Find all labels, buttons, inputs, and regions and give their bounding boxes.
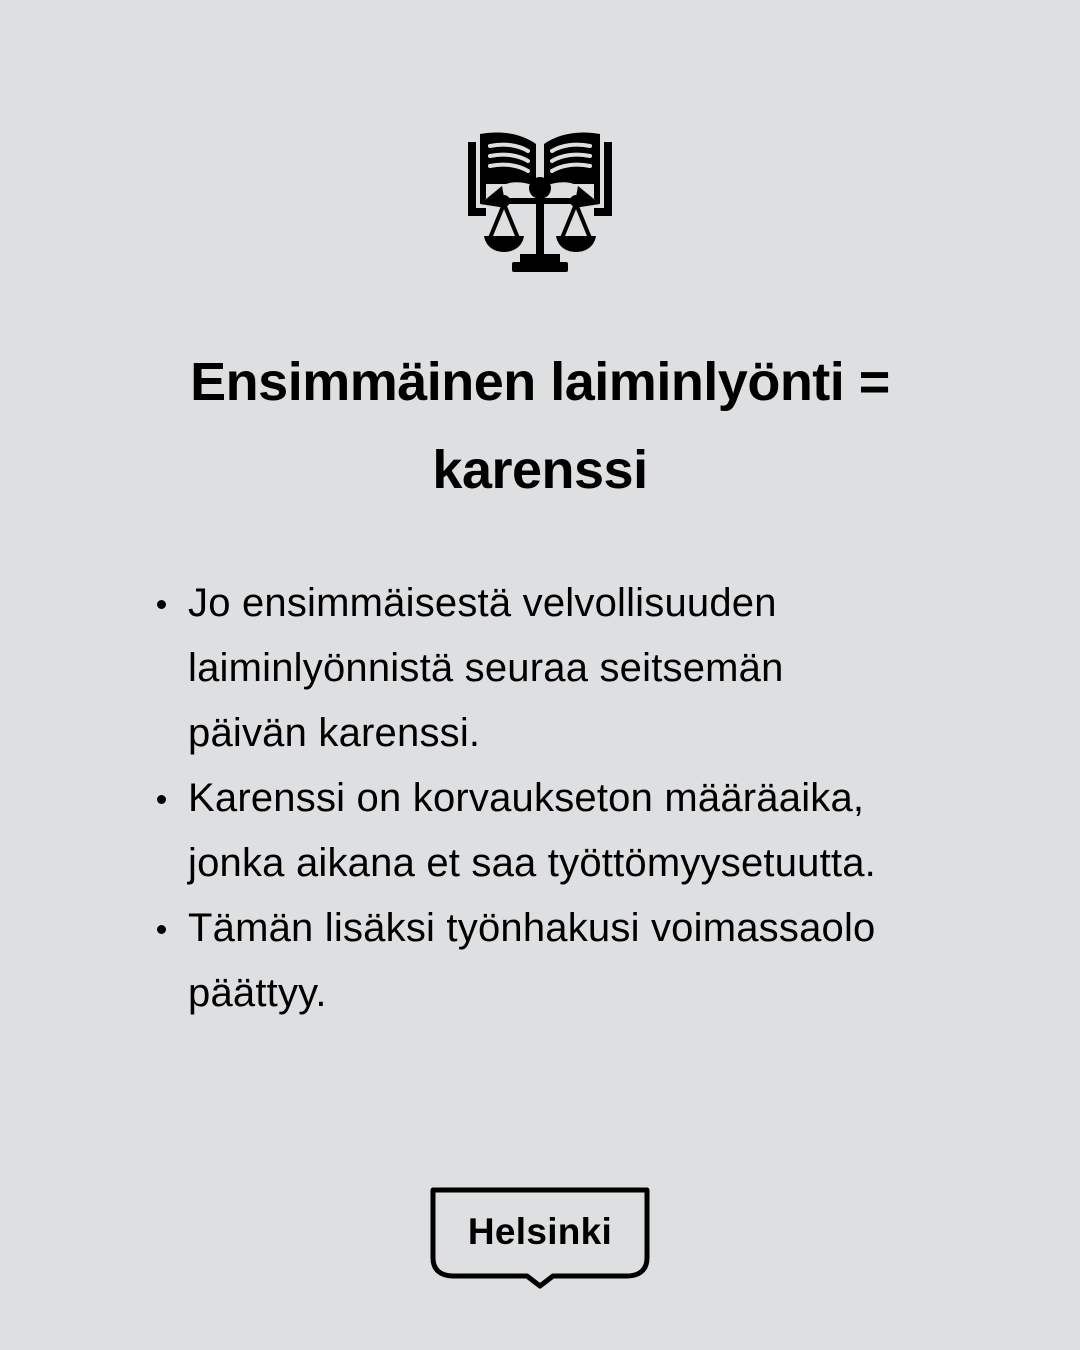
list-item-line: Jo ensimmäisestä velvollisuuden: [188, 581, 777, 625]
bullet-list: [150, 571, 1010, 1026]
bullet-dot-icon: [157, 925, 166, 934]
page-title: [100, 338, 980, 514]
list-item-line: päättyy.: [188, 971, 327, 1015]
list-item-line: laiminlyönnistä seuraa seitsemän: [188, 646, 784, 690]
bullet-dot-icon: [157, 795, 166, 804]
list-item: [150, 896, 1010, 1026]
helsinki-logo: [429, 1186, 651, 1290]
list-item: [150, 571, 1010, 766]
list-item: [150, 766, 1010, 896]
page-title-line-2: karenssi: [432, 440, 648, 500]
list-item-line: jonka aikana et saa työttömyysetuutta.: [188, 841, 876, 885]
list-item-line: Karenssi on korvaukseton määräaika,: [188, 776, 865, 820]
list-item-line: päivän karenssi.: [188, 711, 481, 755]
page-title-line-1: Ensimmäinen laiminlyönti =: [190, 352, 890, 412]
bullet-dot-icon: [157, 600, 166, 609]
law-book-scales-icon: [466, 128, 614, 274]
logo-text: Helsinki: [467, 1211, 613, 1252]
list-item-line: Tämän lisäksi työnhakusi voimassaolo: [188, 906, 876, 950]
